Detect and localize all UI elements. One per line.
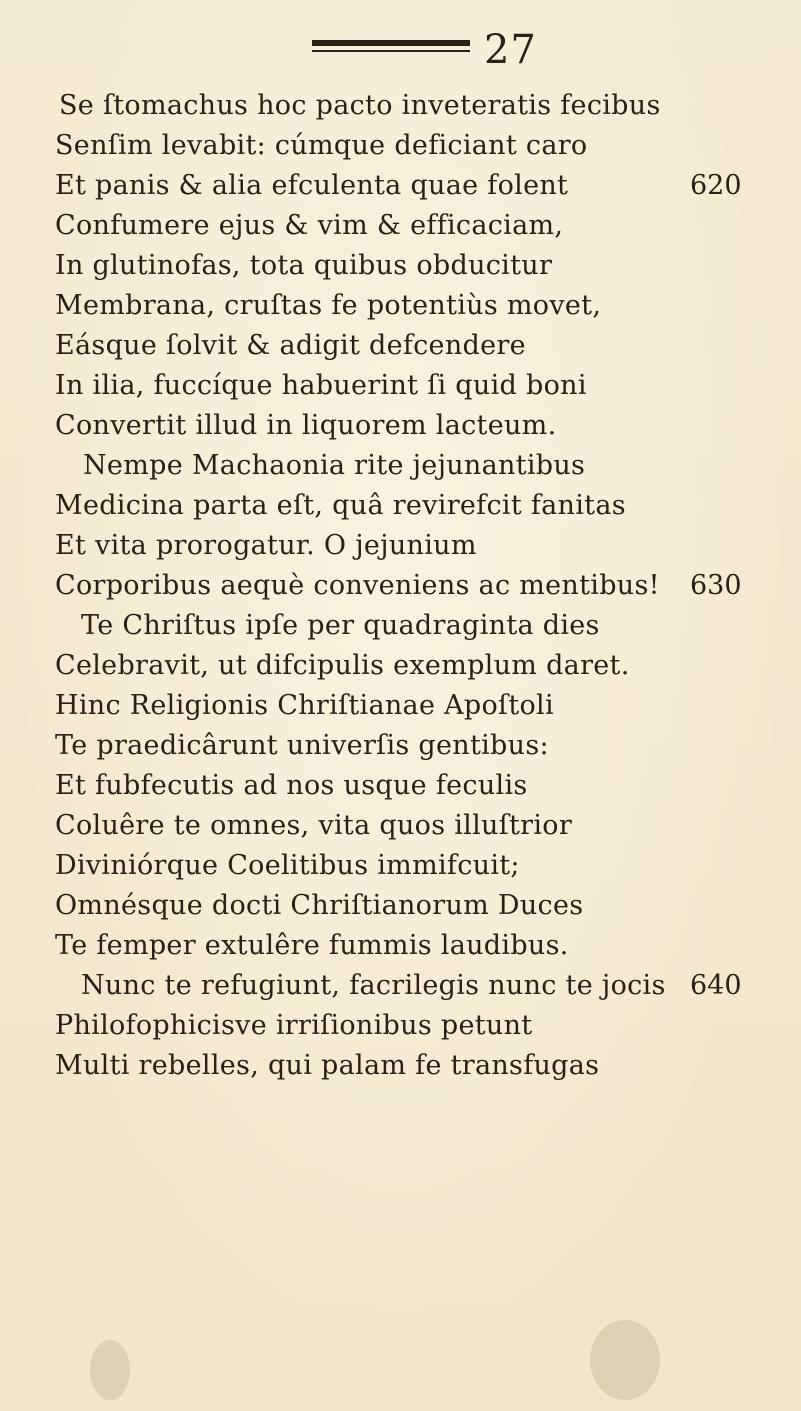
page-number: 27	[484, 27, 537, 73]
verse-line: Senſim levabit: cúmque deficiant caro	[55, 130, 588, 161]
verse-line: Omnésque docti Chriſtianorum Duces	[55, 890, 584, 921]
verse-line: Hinc Religionis Chriſtianae Apoſtoli	[55, 690, 554, 721]
verse-line: Nunc te refugiunt, facrilegis nunc te jocis	[81, 970, 666, 1001]
verse-line: Medicina parta eſt, quâ revirefcit fanitas	[55, 490, 626, 521]
verse-line: Diviniórque Coelitibus immifcuit;	[55, 850, 520, 881]
verse-line: Nempe Machaonia rite jejunantibus	[83, 450, 586, 481]
verse-line: Multi rebelles, qui palam fe transfugas	[55, 1050, 600, 1081]
verse-line: Coluêre te omnes, vita quos illuſtrior	[55, 810, 573, 841]
verse-line: Confumere ejus & vim & efficaciam,	[55, 210, 564, 241]
line-number: 640	[690, 970, 742, 1001]
line-number: 630	[690, 570, 742, 601]
paper-stain	[90, 1340, 130, 1400]
verse-line: Te femper extulêre fummis laudibus.	[55, 930, 569, 961]
verse-line: In ilia, fuccíque habuerint ſi quid boni	[55, 370, 587, 401]
verse-line: Membrana, cruſtas fe potentiùs movet,	[55, 290, 602, 321]
verse-line: Philofophicisve irriſionibus petunt	[55, 1010, 533, 1041]
verse-line: Corporibus aequè conveniens ac mentibus!	[55, 570, 660, 601]
verse-line: In glutinofas, tota quibus obducitur	[55, 250, 553, 281]
verse-line: Celebravit, ut difcipulis exemplum daret.	[55, 650, 630, 681]
verse-line: Convertit illud in liquorem lacteum.	[55, 410, 557, 441]
verse-line: Et fubfecutis ad nos usque feculis	[55, 770, 528, 801]
verse-line: Se ſtomachus hoc pacto inveteratis fecibus	[59, 90, 661, 121]
verse-line: Et panis & alia efculenta quae folent	[55, 170, 569, 201]
verse-line: Eásque ſolvit & adigit defcendere	[55, 330, 526, 361]
verse-line: Et vita prorogatur. O jejunium	[55, 530, 477, 561]
paper-stain	[590, 1320, 660, 1400]
verse-line: Te praedicârunt univerſis gentibus:	[55, 730, 549, 761]
verse-line: Te Chriſtus ipſe per quadraginta dies	[81, 610, 600, 641]
line-number: 620	[690, 170, 742, 201]
